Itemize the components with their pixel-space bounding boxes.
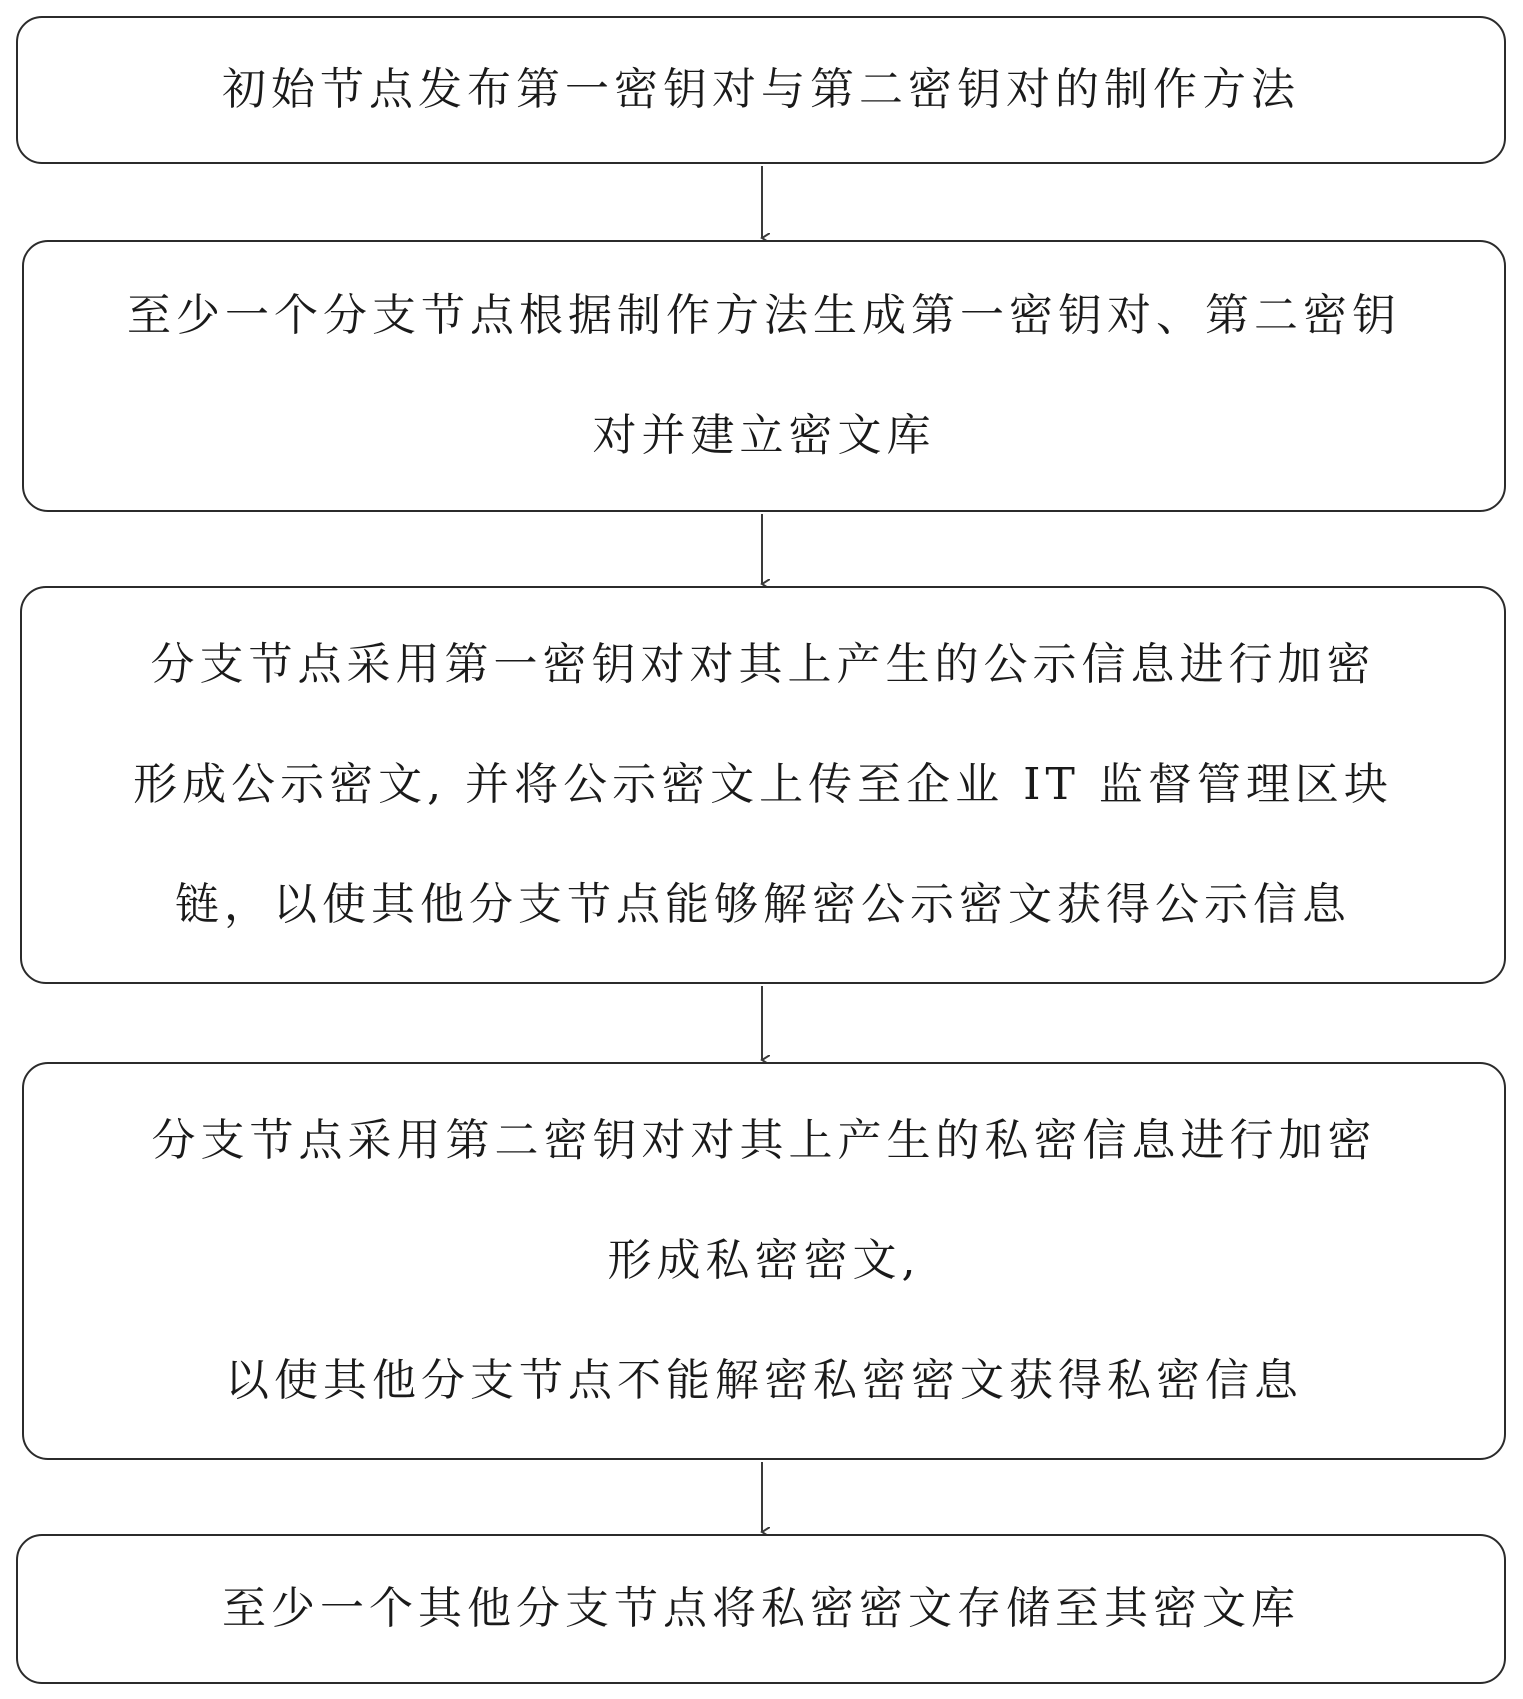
step-4-line-1: 分支节点采用第二密钥对对其上产生的私密信息进行加密 xyxy=(151,1115,1377,1166)
step-4-line-2: 形成私密密文, xyxy=(607,1235,921,1286)
flow-step-5 xyxy=(16,1534,1506,1684)
step-2-line-1: 至少一个分支节点根据制作方法生成第一密钥对、第二密钥 xyxy=(127,290,1401,341)
step-3-line-3: 链，以使其他分支节点能够解密公示密文获得公示信息 xyxy=(175,879,1351,930)
step-2-line-2: 对并建立密文库 xyxy=(592,410,936,461)
step-3-line-1: 分支节点采用第一密钥对对其上产生的公示信息进行加密 xyxy=(150,639,1376,690)
step-4-line-3: 以使其他分支节点不能解密私密密文获得私密信息 xyxy=(225,1355,1303,1406)
step-1-line-1: 初始节点发布第一密钥对与第二密钥对的制作方法 xyxy=(222,64,1300,115)
flow-step-4 xyxy=(22,1062,1506,1460)
flow-step-2 xyxy=(22,240,1506,512)
step-5-line-1: 至少一个其他分支节点将私密密文存储至其密文库 xyxy=(222,1583,1300,1634)
flow-step-3 xyxy=(20,586,1506,984)
flow-step-1 xyxy=(16,16,1506,164)
step-3-line-2: 形成公示密文, 并将公示密文上传至企业 IT 监督管理区块 xyxy=(133,759,1393,810)
